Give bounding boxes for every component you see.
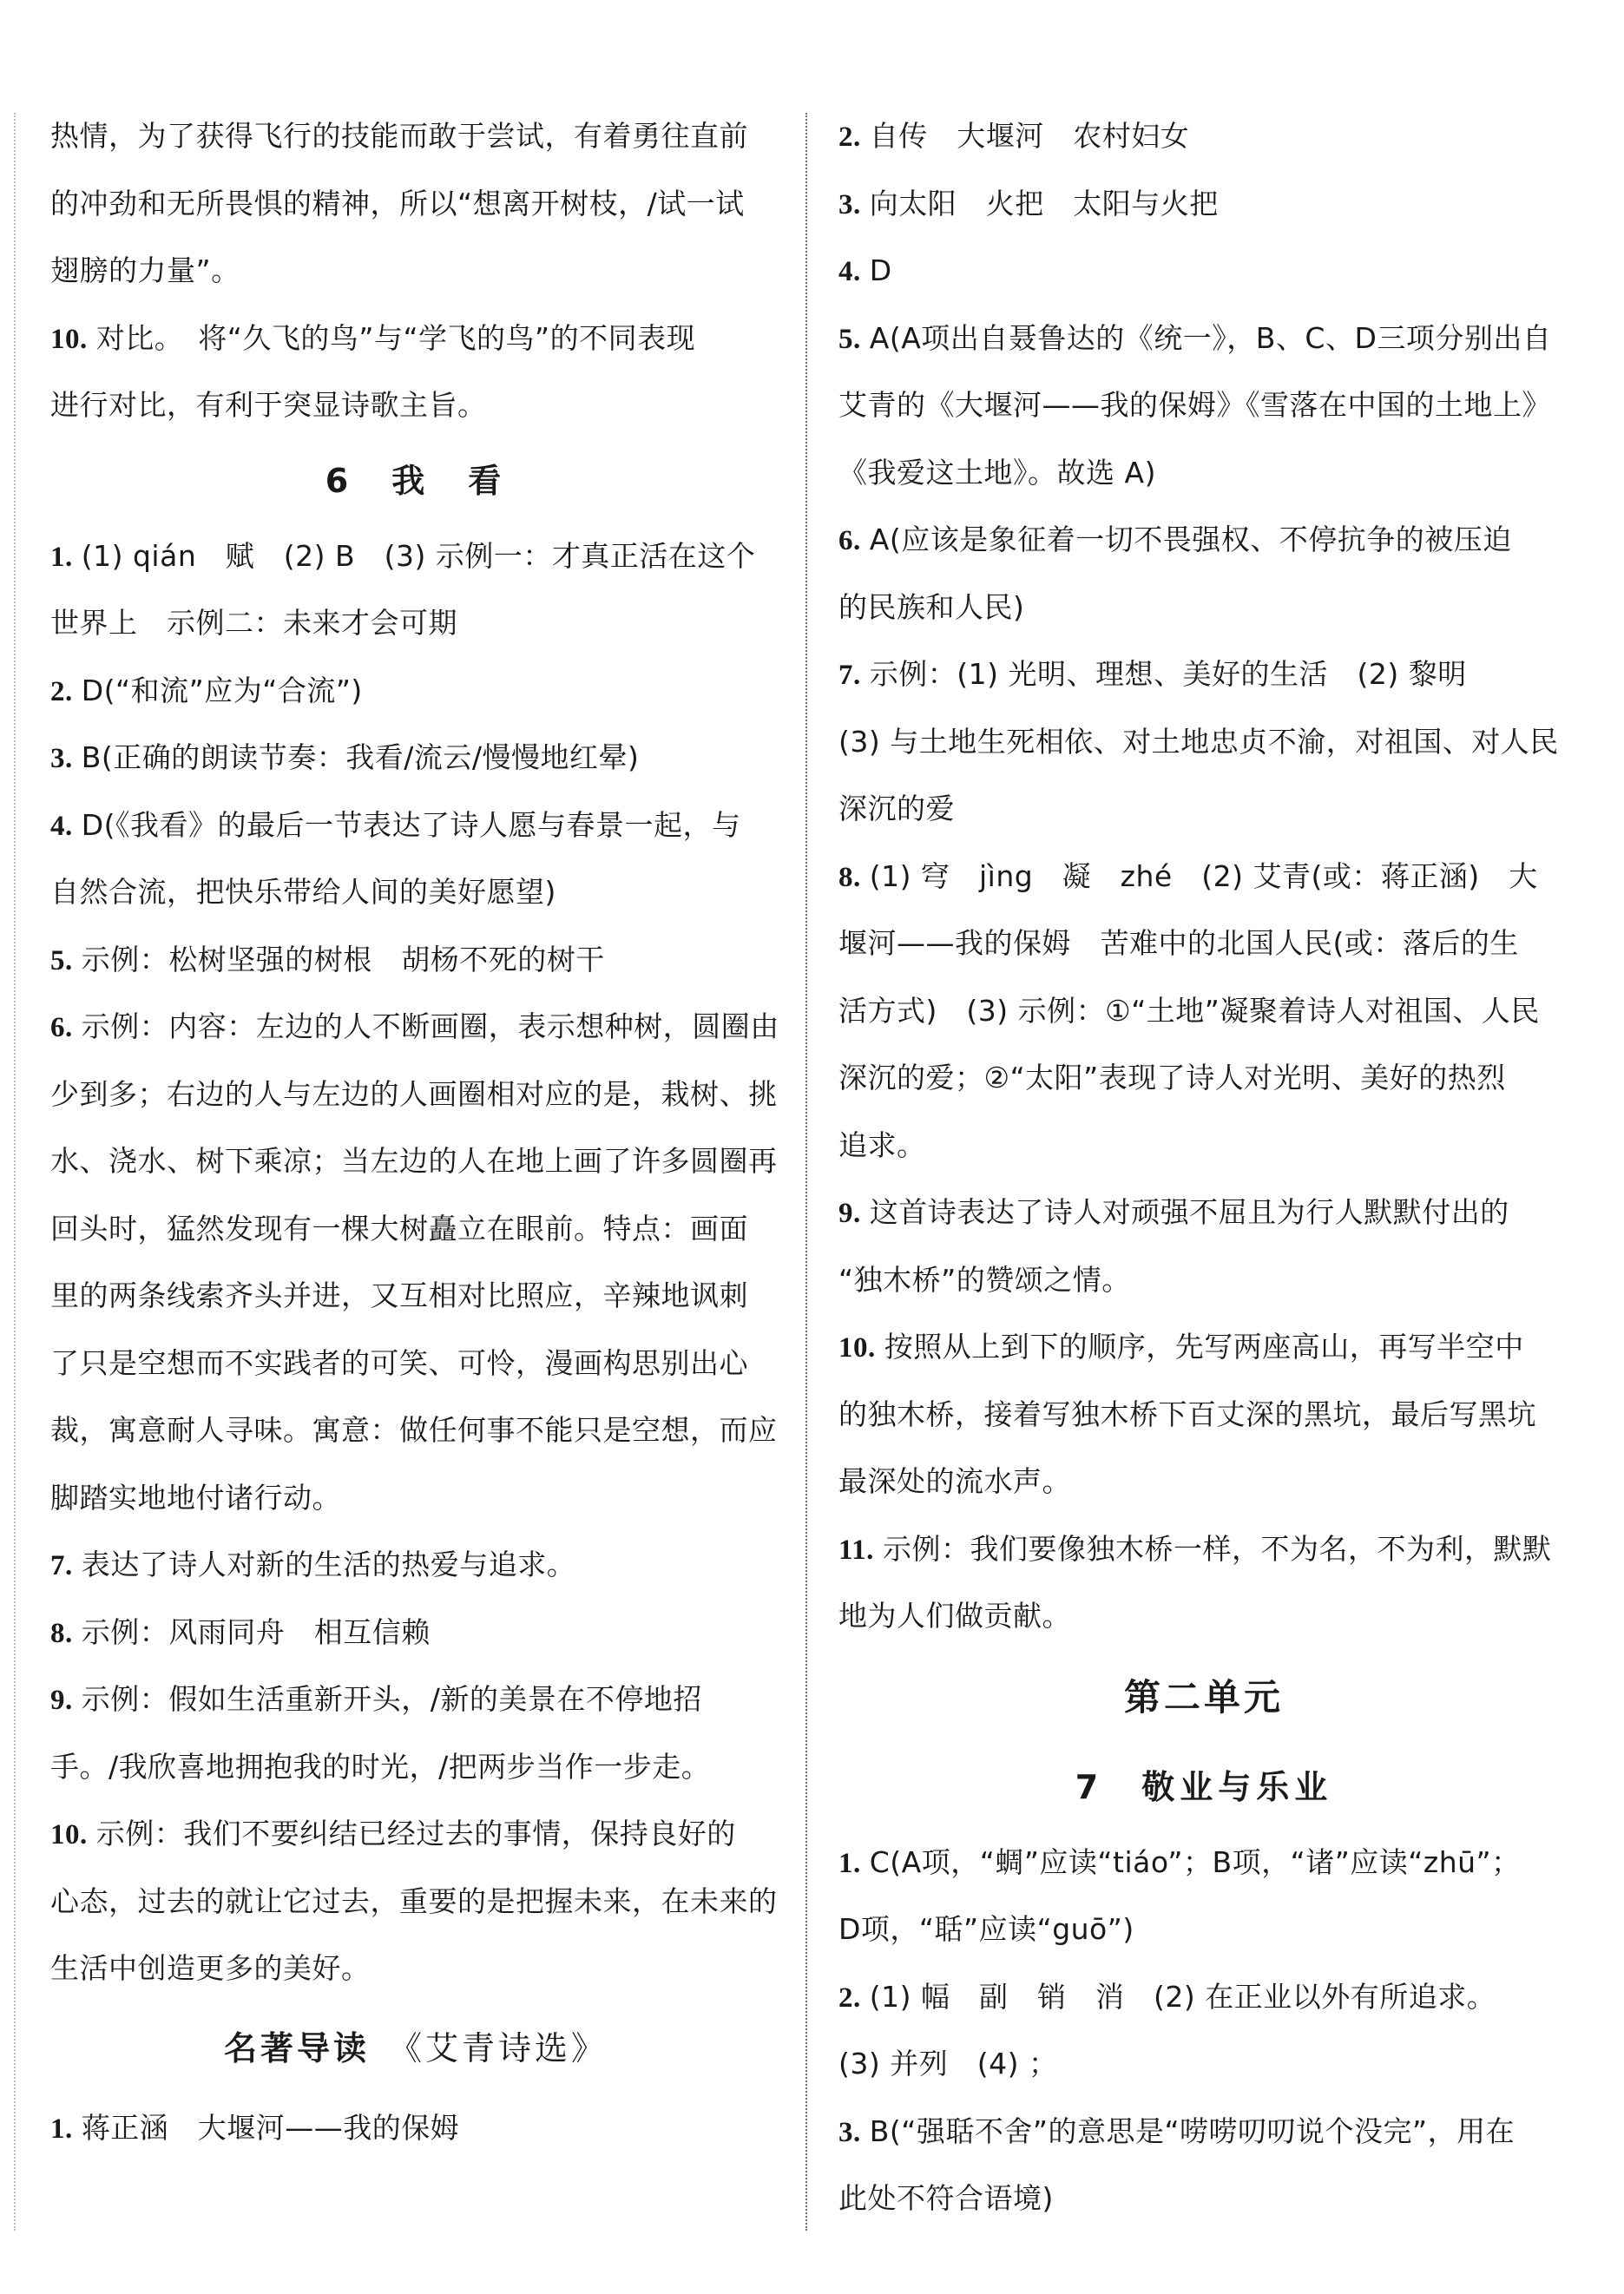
answer-line: 9. 示例：假如生活重新开头，/新的美景在不停地招 [50, 1682, 702, 1716]
answer-line: 3. B(“强聒不舍”的意思是“唠唠叨叨说个没完”，用在 [838, 2113, 1516, 2148]
item-number: 9. [50, 1685, 73, 1716]
item-number: 1. [50, 541, 73, 573]
left-margin-rule [14, 113, 16, 2231]
answer-line: 回头时，猛然发现有一棵大树矗立在眼前。特点：画面 [50, 1211, 748, 1246]
answer-line: 7. 示例：(1) 光明、理想、美好的生活 (2) 黎明 [838, 657, 1467, 691]
answer-item [50, 305, 781, 439]
answer-line: 10. 示例：我们不要纠结已经过去的事情，保持良好的 [50, 1817, 736, 1850]
book-guide-title: 名著导读 《艾青诗选》 [223, 2028, 608, 2067]
item-number: 1. [838, 1847, 861, 1879]
answer-line: 9. 这首诗表达了诗人对顽强不屈且为行人默默付出的 [838, 1195, 1509, 1229]
book-guide-answers [838, 102, 1569, 1650]
answer-line: 脚踏实地地付诸行动。 [50, 1480, 341, 1515]
item-number: 3. [838, 2116, 861, 2148]
answer-line: 深沉的爱；②“太阳”表现了诗人对光明、美好的热烈 [838, 1061, 1506, 1094]
item-number: 8. [838, 861, 861, 893]
item-number: 10. [50, 323, 88, 355]
answer-line: 5. 示例：松树坚强的树根 胡杨不死的树干 [50, 942, 605, 976]
item-number: 7. [50, 1550, 73, 1581]
item-number: 1. [50, 2113, 73, 2145]
answer-line: 1. (1) qián 赋 (2) B (3) 示例一：才真正活在这个 [50, 538, 756, 573]
answer-line: 深沉的爱 [838, 792, 955, 825]
item-number: 10. [838, 1332, 876, 1364]
answer-line: 3. 向太阳 火把 太阳与火把 [838, 186, 1219, 220]
item-number: 2. [838, 122, 861, 153]
right-column [838, 102, 1569, 2232]
answer-line: D项，“聒”应读“guō”) [838, 1912, 1134, 1946]
item-number: 11. [838, 1534, 874, 1566]
answer-line: 世界上 示例二：未来才会可期 [50, 606, 457, 640]
answer-line: 7. 表达了诗人对新的生活的热爱与追求。 [50, 1548, 576, 1581]
answer-line: 6. 示例：内容：左边的人不断画圈，表示想种树，圆圈由 [50, 1009, 779, 1043]
answer-line: 2. 自传 大堰河 农村妇女 [838, 119, 1190, 153]
answer-line: 地为人们做贡献。 [838, 1599, 1071, 1633]
answer-line: 《我爱这土地》。故选 A) [838, 455, 1156, 490]
answer-line: 活方式) (3) 示例：①“土地”凝聚着诗人对祖国、人民 [838, 993, 1540, 1028]
answer-line: (3) 并列 (4) ； [838, 2047, 1058, 2080]
answer-line: 自然合流，把快乐带给人间的美好愿望) [50, 875, 556, 909]
item-number: 5. [838, 323, 861, 355]
answer-line: 的独木桥，接着写独木桥下百丈深的黑坑，最后写黑坑 [838, 1397, 1536, 1431]
column-divider [805, 113, 807, 2231]
answer-line: 翅膀的力量”。 [50, 253, 240, 287]
answer-line: 的冲劲和无所畏惧的精神，所以“想离开树枝，/试一试 [50, 186, 745, 220]
answer-line: 进行对比，有利于突显诗歌主旨。 [50, 388, 487, 422]
item-number: 2. [50, 675, 73, 707]
lesson-title: 7 敬业与乐业 [1075, 1767, 1333, 1806]
answer-line: 的民族和人民) [838, 589, 1025, 624]
item-number: 6. [50, 1012, 73, 1043]
answer-line: 1. 蒋正涵 大堰河——我的保姆 [50, 2110, 460, 2145]
answer-line: 堰河——我的保姆 苦难中的北国人民(或：落后的生 [838, 926, 1519, 960]
lesson-6-answers [50, 523, 781, 2002]
item-number: 4. [838, 256, 861, 287]
answer-line: 此处不符合语境) [838, 2181, 1054, 2215]
answer-line: 10. 对比。 将“久飞的鸟”与“学飞的鸟”的不同表现 [50, 320, 696, 355]
item-number: 5. [50, 944, 73, 976]
answer-line: 6. A(应该是象征着一切不畏强权、不停抗争的被压迫 [838, 523, 1512, 556]
answer-line: 4. D(《我看》的最后一节表达了诗人愿与春景一起，与 [50, 807, 741, 842]
answer-line: 4. D [838, 253, 892, 287]
item-number: 10. [50, 1819, 88, 1850]
answer-line: 1. C(A项，“蜩”应读“tiáo”；B项，“诸”应读“zhū”； [838, 1844, 1521, 1879]
answer-line: 手。/我欣喜地拥抱我的时光，/把两步当作一步走。 [50, 1749, 711, 1784]
item-number: 4. [50, 810, 73, 842]
answer-line: 11. 示例：我们要像独木桥一样，不为名，不为利，默默 [838, 1531, 1552, 1566]
answer-line: 心态，过去的就让它过去，重要的是把握未来，在未来的 [50, 1883, 778, 1918]
item-number: 2. [838, 1982, 861, 2014]
answer-line: 2. D(“和流”应为“合流”) [50, 673, 363, 707]
answer-line: 艾青的《大堰河——我的保姆》《雪落在中国的土地上》 [838, 388, 1551, 422]
answer-line: 裁，寓意耐人寻味。寓意：做任何事不能只是空想，而应 [50, 1413, 778, 1447]
item-number: 3. [50, 743, 73, 774]
answer-line: “独木桥”的赞颂之情。 [838, 1262, 1131, 1297]
continued-answer [50, 102, 781, 305]
answer-line: 2. (1) 幅 副 销 消 (2) 在正业以外有所追求。 [838, 1979, 1496, 2014]
answer-line: 8. (1) 穹 jìng 凝 zhé (2) 艾青(或：蒋正涵) 大 [838, 858, 1538, 893]
lesson-title: 6 我 看 [325, 461, 507, 500]
answer-line: 少到多；右边的人与左边的人画圈相对应的是，栽树、挑 [50, 1076, 778, 1111]
item-number: 9. [838, 1198, 861, 1229]
answer-line: 里的两条线索齐头并进，又互相对比照应，辛辣地讽刺 [50, 1278, 748, 1312]
answer-line: 水、浇水、树下乘凉；当左边的人在地上画了许多圆圈再 [50, 1144, 778, 1178]
answer-line: 3. B(正确的朗读节奏：我看/流云/慢慢地红晕) [50, 740, 640, 774]
item-number: 7. [838, 660, 861, 691]
item-number: 6. [838, 525, 861, 556]
item-number: 8. [50, 1617, 73, 1649]
answer-line: 热情，为了获得飞行的技能而敢于尝试，有着勇往直前 [50, 119, 748, 153]
answer-line: 8. 示例：风雨同舟 相互信赖 [50, 1614, 431, 1649]
left-column [50, 102, 781, 2161]
answer-line: 了只是空想而不实践者的可笑、可怜，漫画构思别出心 [50, 1345, 748, 1380]
unit-title: 第二单元 [1123, 1675, 1284, 1719]
answer-line: 追求。 [838, 1127, 926, 1162]
answer-line: 10. 按照从上到下的顺序，先写两座高山，再写半空中 [838, 1330, 1524, 1364]
answer-line: 最深处的流水声。 [838, 1464, 1071, 1498]
answer-line: 生活中创造更多的美好。 [50, 1951, 371, 1985]
item-number: 3. [838, 188, 861, 220]
answer-line: (3) 与土地生死相依、对土地忠贞不渝，对祖国、对人民 [838, 724, 1559, 759]
lesson-7-answers [838, 1829, 1569, 2232]
answer-line: 5. A(A项出自聂鲁达的《统一》，B、C、D三项分别出自 [838, 320, 1552, 355]
